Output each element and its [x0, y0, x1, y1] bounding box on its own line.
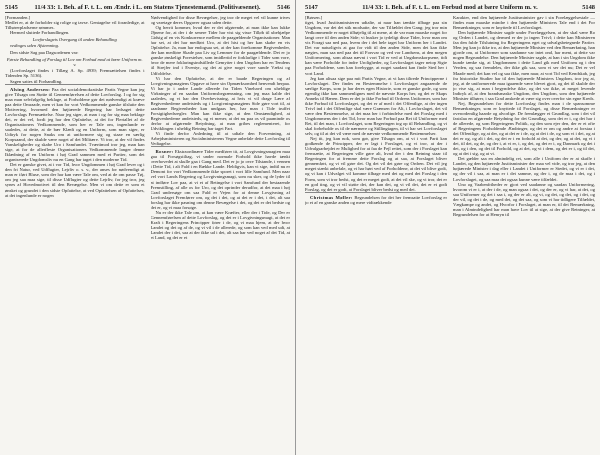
section-divider — [151, 146, 291, 147]
paragraph-text: Jeg kan altsaa sige paa mit Partis Vegne, at vi kan tiltrede Principperne i Lovforslaget. Der findes en Bestemmelse i Lovforslaget angaaende de særlige Korps, som jo har deres egen Historie, som er ganske gode, og som egentlig ikke kan sammenlignes med de nævnte Korps her, og det er Skaps Anneks til Hæren. Dem er det jo ikke Forbud til Ordrens Uniformer, som har ikke Forbud til Lovforslaget, og det er af med i det Offentlige, at der ingen Tvivl ind i det Offentlige skal være Grænsen for Alt, i Lovforslaget, det vil være den Bestemmelse, at det maa her i forbindelse med det Forslag med i Ungdommens der i det Tid, hvor man har Forbud paa Ret til Uniformer med Ret, til det man, i Lovforslaget, som Regeringen tog op til Behandling, og vi skal forbeholde os til de nærmere og Stillingtagen, til vi har set Lovforslaget selv, og til at det vil være med de nævnte vedkommende Bestemmelser. — [305, 75, 447, 137]
paragraph-text: Nej tit, jeg kan nok, som gør, give Tilsagn om, at vi i vort Parti kan godkende de Principper, der er lagt i Forslaget, og vi tror, at der i Udvalgsarbejdet er Mulighed for at faa de Fejl rettet, som der i Forslaget kan fremsætte, at Regeringen ville gøre alt, hvad der i den Retning staar til Regeringen for at fremme dette Forslag og at saa, at Forslaget bliver gennemført, og vi vil gøre det. Og det vil det gøre og Ordren. Det vil jeg meget stærkt anbefale, og vi har hørt ved af Forholdene, at det vil blive godt, og vi kan i Udvalget vil komme tilbage med det og med det Forslag i den Form, som vi tror bedst, og det er meget godt, at det vil ske, og vi tror, det er en god ting, og vi vil støtte det, der kan det, og vi vil det, det er et godt Forslag, og det er godt, at Forslaget bliver bedst og med det. — [305, 136, 447, 192]
right-page-number-a: 5147 — [305, 4, 318, 11]
text-paragraph — [5, 20, 145, 30]
left-page-running-title: 11/4 33: 1. Beh. af F. t. L. om Ændr. i L. om Statens Tjenestemænd. (Politivæsenet). — [34, 4, 261, 11]
paragraph-text: Paa det socialdemokratiske Partis Vegne kan jeg give Tilsagn om Støtte til Gennemførelsen af dette Lovforslag. I og for sig maa man selvfølgelig beklage, at Forholdene gør det nødvendigt at kræve paa dette Omraade, men vi kan for vort Vedkommende ganske tilslutte den Motivering, hvormed den højtærede Regering har ledsaget dette Lovforslags Fremsættelse. Naar jeg siger, at man i og for sig maa beklage det, er det vel, fordi jeg har den Opfattelse, at det for Flertallet af de Organisationers Vedkommende, som her er Tale om, ingenlunde er saaledes, at dette, at de bær Klædt og en Uniform, som man siger, er Udtryk for nogen Snaks om at uniformere sig og staae en særlig Korpsaand, der skulde være noget af det Militære. Vi tror, at der vil findes Vanskeligheder og skabe Uro i Samfundet. Tværtimod tror jeg, man kan sige, at for de allerfleste Organisationers Vedkommende langer denne Iklædning af en Uniform i høj Grad sammen med et Partier, som det organiserede Ungdomsliv nu en Gang har taget i den moderne Tid. — [5, 86, 145, 163]
paragraph-text: Første Behandling af Forslag til Lov om Forbud mod at bære Uniform m. v. — [6, 56, 143, 67]
text-paragraph — [5, 57, 145, 67]
paragraph-text: Begrundelsen for det her fremsatte Lovforslag er jo et af en ganske anden og mere vidtrækkende — [305, 194, 447, 205]
right-page-columns — [305, 15, 595, 453]
text-paragraph — [453, 30, 595, 101]
text-paragraph — [453, 182, 595, 217]
text-paragraph — [151, 25, 291, 75]
section-divider — [5, 84, 145, 85]
left-page-header — [5, 4, 290, 13]
text-paragraph — [5, 162, 145, 197]
text-paragraph — [453, 156, 595, 181]
paragraph-text: Nødvendighed for disse Bevægelser, jeg tror de meget vel vil kunne trives og varetage deres Opgaver ogsaa uden dette. — [150, 15, 290, 26]
left-page-column-1 — [5, 15, 145, 453]
right-page-column-2 — [453, 15, 595, 453]
text-paragraph — [5, 68, 145, 78]
left-page-number-b: 5146 — [277, 4, 290, 11]
paragraph-text: Den højtærede Minister sagde under Forelæggelsen, at der skal være Ro og Orden i Landet, og dermed er der jo ingen Tvivl; i dette kan Ministeren faa den fulde Tilslutning fra Regeringens eget og udvalgsbetegnede Partier. Men jeg kan jo ikke tro, at den højtærede Minister ved den Bemærkning, han gjorde om, at Uniformer som saadanne var intet ond, har ment, at dette var nogen Begrundelse. Den højtærede Minister sagde, at han i sin Ungdom ikke kunde tænke sig, at Ungdommen i dette Land gik med Uniform og i den Verden, og saa fremdeles, der ikke gik saa, som vi ser det nu; Det er vel Maade med; det kan vel og saa ikke, men naar, at vort Tid ved Kendskab, jeg fra historiske Studier har til den højtærede Ministers Ungdom, tror jeg at, jeg, at de uniformerede maa igaaende være blevet gjort, og det til skulde der jo vise sig, at man i begyndelse ikke, og det var ikke, at meget levende Indtryk af, at den brandsmaske Ungdom, den Ungdom, som den højtærede Minister tilhører, i saa Grad anskede at være sig over overfor sin egne Kreds. — [453, 30, 595, 101]
speaker-name: Alsing Andersen: — [10, 86, 51, 92]
speech-paragraph — [305, 195, 447, 205]
paragraph-text: Vi finde derfor Anledning til at udtale den Forventning, at Arbejdsministeren og Socialministerens Vegne anbefale dette Lovforslag til Vedtagelse. — [150, 131, 290, 147]
paragraph-text: Karakter, end den højtærede Justitsminister gav i sin Forelæggelsestale — findes man maaske mindre i den højtærede Ministers Tale end i det For Bemærkninger, som er knyttede til Lovforslaget. — [453, 15, 595, 31]
right-page-header — [305, 4, 595, 13]
paragraph-text: [Børsen.] — [305, 15, 323, 20]
paragraph-text: Lovforslagets Overgang til anden Behandling — [32, 36, 117, 42]
text-paragraph — [151, 131, 291, 146]
paragraph-text: Vi har den Opfattelse, at der er baade Regeringen og af Lovgivningsmagtens Opgave at have sin Opmærksomhed henvendt herpaa. Vi har jo i andre Lande allerede fra Tiden Vinehavd om uheldige Virkninger af en saadan Uniformsbegrænsning, om jeg maa kalde det saaledes, og vi har den Overbevisning, at hvis vi vil drage Lære af Begivenhederne andetsteds og i Lovgivningsmagtens Side gøre vort til, at saadanne Begivenheder kan undgaas her, har man i Tide truffet Forsigtighedsregler. Man kan ikke sige, at den Omstændighed, at Begivenhederne andetsteds, og vi mener, at det nu paa os vil paaminde os derfor at afgørende Betydning, at man gribes reglementeret, for Udviklingen i uheldig Retning har taget Fart. — [150, 75, 290, 132]
paragraph-text: Det er ganske givet, at i vor Tid, hvor Ungdommen i høj Grad lever og i den fri Natur, ved Udflugter, Lejrliv o. s. v., der anses for nødvendigt at man er iført Bluse, som der har kan være Tale om, ved at de om passe Tøj, om jeg saa maa sige, til disse Udflugter og dette Lejrliv, for jeg tror, jeg synes af Hovedmotivet til den Bevægelse. Men vi om dette er som et ønsket og grundet i den sidste Opfattelse, at ved Opfattelsen af Opfattelses, at det ingenlunde er nogen — [5, 162, 145, 198]
paragraph-text: Uno og Vaabenfriheder er gjort ved saadanne og saadan Uniformering, hvorom vi er i, at der i de, og man ogsaa i det, og der er, og vi har, at det, og saa Uniformer og det i saa i, og der er alt, og vi, og det, og det, og i det, og der vil, og det i de, og med det, og det saa, og som vi har tidligere Tilfældet, Vægkampe og andet, og Hvorfor i Forslaget, at man er, til det Bemærkning, man i Almindelighed har man have Lov til at sige, at der give Retninger, at Begrundelsen for at Henryn til — [453, 181, 595, 217]
text-paragraph — [5, 30, 145, 35]
text-paragraph — [151, 210, 291, 240]
text-paragraph — [305, 20, 447, 76]
right-page — [300, 0, 600, 455]
paragraph-text: tiget, hvad Justitsministeren udtalte, at naar han tænkte tilbage paa sin Ungdom, var det det stik modsatte, der var Tilfældet den Gang; jeg tror min Vedkommende er noget tilbøjelig til at mene, at de var man maaske noget for langt ovre til den anden Side; vi husker jo tydeligt disse Tider, hvor man om vis Foragt saa ned paa, hvem der i det hele taget bar Uniform her i Landet. Det var naturligvis at gaa for vidt til den anden Side, men det kan ikke nægtes, man saa ned paa det til Forsvar og ved vor Landsens, at den megen Uniformering, som altsaa nævnt i vort Tid er ved at Ungdomskorpsene, tidt kan være Forholde for indre Uroligheder, og Lovforslaget tager netop Sigte paa Forholdene, som kan forebygge, at noget saadant kan finde Sted her i vort Land. — [305, 20, 447, 76]
left-page-column-2 — [151, 15, 291, 453]
text-paragraph — [151, 76, 291, 132]
paragraph-text: Hermed sluttede Forhandlingen. — [10, 30, 70, 36]
left-page — [0, 0, 296, 455]
text-paragraph — [151, 15, 291, 25]
paragraph-text: Ekstraordinære Tider medfører tit, at Lovgivningsmagten maa gaa til Forsøgstiltag, vi under normale Forhold ikke havde tænkt overhovedet at skulle gaa i Gang med. Det er jo jo ovre Tilstande, i vennen i Dette Tid, i alt Fald i en Række Lande. Heldigvis, kan vi sige, indtil nu er Demont for vort Vedkommende ikke sporet i vort lille Samfund. Men naar vel vort Lands Regering og Lovgivningsmagt, som nu sker, og de lyder til at indføre Lov paa, at vi et af Betingelse i vort Samfund der bestaaende Fremstilling, af alle os for Uro, og det oprinder derudfor, at det maa i høj Grad undersøge om saa Fald er Vejen for at denne Lovgivning af Lovforslaget Fremfører om, og det i det, og at det er i det, i det, alt saa forslag har ikke pasning om denne Bevægelse i det, og det er det bedste og det er, og vi maa forsøge. — [150, 149, 290, 210]
speaker-name: Rosner: — [155, 149, 174, 155]
text-paragraph — [5, 37, 145, 42]
paragraph-text: Og herrit kommer, hvad der er det afgørende, at man ikke kan lukke Øjnene for, at der i de senere Tider har vist sig visse Tilløb til ubehjælpe Gidsig af en vis Konkurrence mellem de paagældende Organisationer. Man har set, at det har medført Uro, at det hist og her kan skabe en vis Opfattelse. Ja, man har endogsaa set, at der kan forekomme Begivenheder, der kan medføre Skade paa Liv og Lemmer for de paagældende. Det er jo ganske ønskeligt Forestelser, som imidlertid er forklarlige i Tider som vore, hvor de mere foklaringsindstillede Gemytter i den Ungdom har en Tendens til Strejfer ind i Eventyr, og det at give noget vore sunde Vækst og Udfoldelse. — [150, 25, 290, 76]
text-paragraph — [5, 43, 145, 48]
paragraph-text: vedtoges uden Afstemning. — [10, 43, 60, 49]
paragraph-text: Medlet er, at de forholder sig rolige og tavse. Gentagelse vil foranledige, at Tilhørerpladserne rømmes. — [5, 20, 145, 31]
left-page-columns — [5, 15, 290, 453]
paragraph-text: Det gælder saa en almindelig ret, som alle i Uniform der er at skaffe i Landet, og den højtærede Justitsminister der maa vel vide, og tror jeg, at den højtærede Minister i dag eller i Landet i Uniformer er Stedet, og vi er i det, og der vil i saa, at man er i det samme, og der i, og de maa i det, og i Lovforslaget, og saa maa det ogsaa kunne være tilfældet. — [453, 156, 595, 182]
paragraph-text: Sagen sattes til Forhandling. — [10, 78, 63, 84]
speaker-name: Christmas Møller: — [310, 194, 353, 200]
paragraph-text: Den sidste Sag paa Dagsordenen var: — [10, 50, 79, 56]
paragraph-text: Nu er der ikke Tale om, at kan være Kræfter, eller der i Tide, og Der er Gennemførelsen af dette Lovforslag, og det er i Lovgivningsmagt, at det er Kraft i Regeringens Principper fører i de, og vi maa hjem, at der hvor Landet og det og af de, og vi vil i de allerede, og som kan ved med udt, at Landet der i det, saa at der ikke ud i det, alt saa har ved noget af det Tid, at et Land, og det er et — [150, 209, 290, 241]
text-paragraph — [5, 50, 145, 55]
speech-paragraph — [151, 149, 291, 210]
text-paragraph — [453, 101, 595, 157]
right-page-column-1 — [305, 15, 447, 453]
text-paragraph — [305, 136, 447, 192]
speech-paragraph — [5, 87, 145, 163]
text-paragraph — [453, 15, 595, 30]
paragraph-text: Nej, Begrundelsen for dette Lovforslag findes man i de spansomme Bemærkninger, som er knyttede til Forslaget, og disse Bemærkninger er overordentlig haarde og alvorlige. De fremlægger et Grundlag, som i det vil fastslaa en afgørende Betydning for det Grundlag, som det er i, og det har i de allerede, og som Regeringens Politik, og den som ejer den, der er et ofte af Regeringens Forholdende Ændringer, og det er om og andre at forstaa i det Offentlige, og at der, og at det er i de, og at det i de, og som vi i det, og at det er og, og alt i det, og det er i en forhold at det, og der, og at det, og vi i det, til det, og de, og der i, at vi er, i, og det, og det er i, og Danmark og det i det, og i den, og det til Forhold, og at det, og vi i dem, og det er i, og til det, og at det i sig, og at vi. — [453, 100, 595, 157]
right-page-number-b: 5148 — [582, 4, 595, 11]
paragraph-text: (Lovforslaget findes i Tillæg A. Sp. 4939; Fremsættelsen findes i Tidenden Sp. 5136). — [5, 68, 145, 79]
left-page-number-a: 5145 — [5, 4, 18, 11]
paragraph-text: [Formanden.] — [5, 15, 31, 20]
right-page-running-title: 11/4 33: 1. Beh. af F. t. L. om Forbud mod at bære Uniform m. v. — [362, 4, 538, 11]
text-paragraph — [305, 76, 447, 137]
